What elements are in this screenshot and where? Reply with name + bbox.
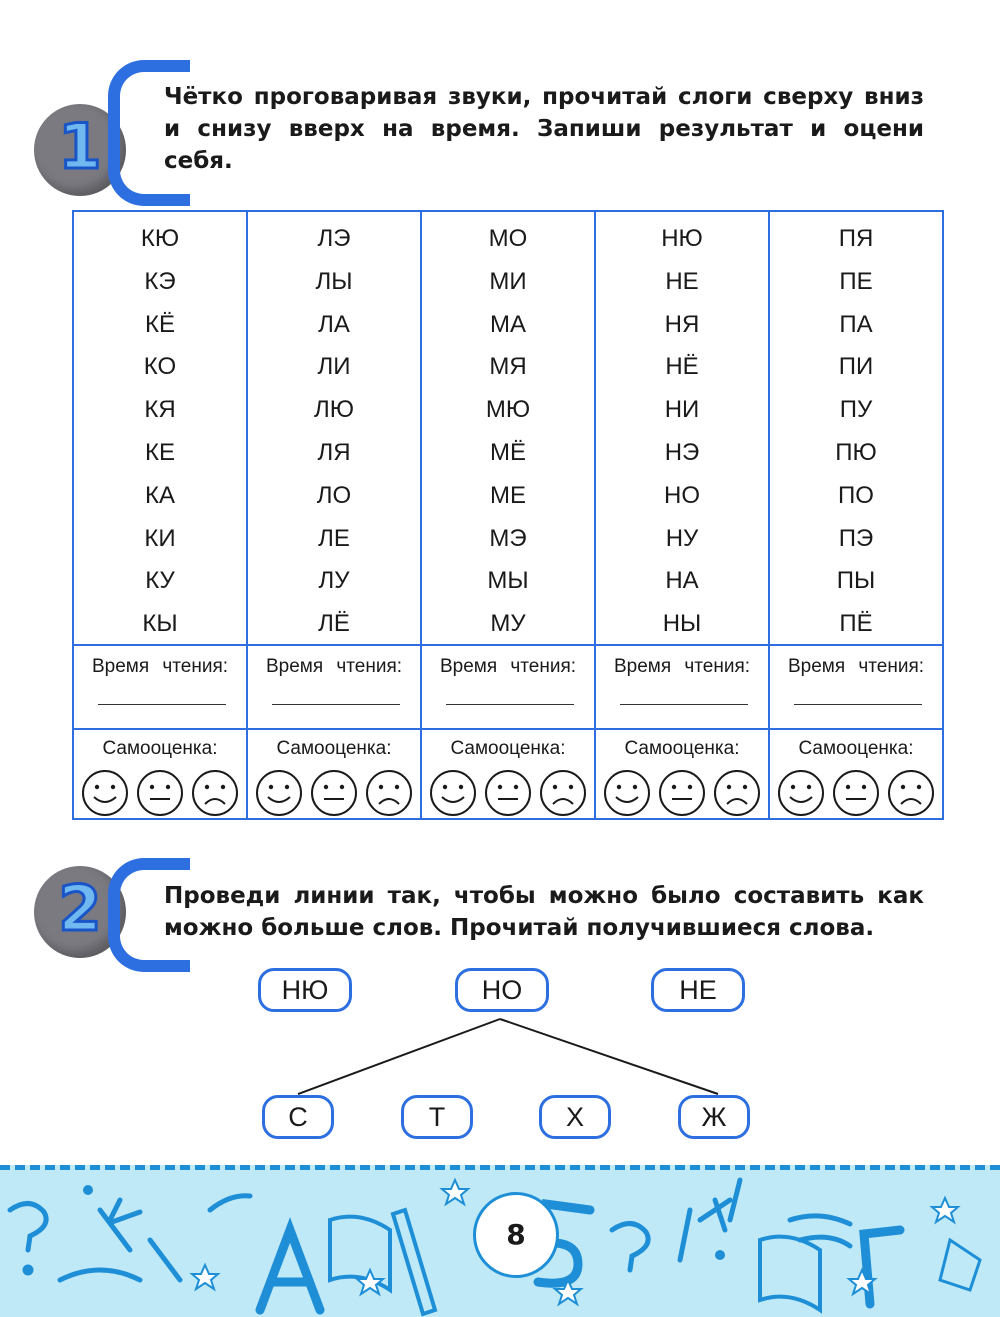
syllable: ПЭ: [838, 524, 874, 552]
task-1-number: 1: [58, 110, 102, 183]
syllable: МЁ: [489, 438, 526, 466]
syllable: ЛЯ: [317, 438, 351, 466]
syllable-box-no[interactable]: НО: [455, 968, 549, 1012]
reading-time-label: Время чтения:: [613, 656, 751, 677]
syllable: ПА: [839, 310, 873, 338]
syllable: КЭ: [144, 267, 176, 295]
syllable: МО: [488, 225, 528, 252]
syllable: ПЁ: [839, 610, 873, 638]
self-assessment-label: Самооценка:: [102, 738, 218, 759]
reading-time-label: Время чтения:: [265, 656, 403, 677]
syllable: КЕ: [145, 438, 175, 466]
plus-one-doodle-icon: [100, 1200, 180, 1280]
reading-time-label: Время чтения:: [91, 656, 229, 677]
self-assessment-label: Самооценка:: [276, 738, 392, 759]
question-mark-icon: [10, 1203, 46, 1250]
syllable: ЛА: [318, 310, 350, 338]
syllable: ЛО: [316, 481, 352, 509]
dot-icon: [83, 1185, 93, 1195]
task-1-instruction: Чётко проговаривая звуки, прочитай слоги сверху вниз и снизу вверх на время. Запиши результат и оцени себя.: [164, 84, 924, 174]
task-2-number: 2: [58, 872, 102, 945]
connection-line: [298, 1019, 500, 1094]
syllable: КА: [145, 481, 175, 509]
letter-box-t[interactable]: Т: [401, 1095, 473, 1139]
question-mark-2-icon: [612, 1223, 648, 1270]
task-2-instruction: Проведи линии так, чтобы можно было составить как можно больше слов. Прочитай получившиеся слова.: [164, 883, 924, 941]
book-2-icon: [760, 1237, 820, 1310]
syllable: НЯ: [664, 310, 700, 338]
syllable: ЛЕ: [318, 524, 350, 552]
syllable: КИ: [144, 524, 176, 552]
self-assessment-label: Самооценка:: [798, 738, 914, 759]
star-icon: [357, 1270, 383, 1294]
syllable: КО: [143, 353, 177, 381]
syllable: НЫ: [662, 610, 702, 638]
star-icon: [192, 1265, 218, 1289]
syllable: ЛЭ: [317, 225, 351, 252]
syllable: ПИ: [838, 353, 874, 381]
syllable: НЁ: [665, 353, 699, 381]
connection-line: [500, 1019, 718, 1094]
syllable-box-ne[interactable]: НЕ: [651, 968, 745, 1012]
syllable: КУ: [145, 567, 175, 595]
letter-box-kh[interactable]: Х: [539, 1095, 611, 1139]
syllable: НА: [665, 567, 699, 595]
question-mark-dot-icon: [25, 1267, 31, 1273]
page-number: 8: [473, 1192, 559, 1278]
syllable: МЮ: [485, 396, 531, 424]
syllable: ЛУ: [318, 567, 350, 595]
syllable: ЛЫ: [315, 267, 353, 295]
letter-box-s[interactable]: С: [262, 1095, 334, 1139]
one-plus-one-icon: [680, 1180, 740, 1260]
syllable: МИ: [489, 267, 527, 295]
syllable: НЕ: [665, 267, 699, 295]
letter-box-zh[interactable]: Ж: [678, 1095, 750, 1139]
pencil-icon: [393, 1210, 435, 1314]
syllable: ПО: [838, 481, 874, 509]
dot-icon: [715, 1250, 725, 1260]
syllable: НУ: [665, 524, 699, 552]
syllable: ПУ: [839, 396, 873, 424]
syllable: ПЫ: [836, 567, 876, 595]
syllable: КЯ: [144, 396, 176, 424]
swoosh-icon: [60, 1270, 140, 1280]
syllable: МЫ: [487, 567, 529, 595]
syllable: КЁ: [145, 310, 175, 338]
syllable: МЭ: [489, 524, 527, 552]
syllable: ПЕ: [839, 267, 873, 295]
reading-time-label: Время чтения:: [439, 656, 577, 677]
syllable: ПЮ: [835, 438, 877, 466]
syllable: КЮ: [140, 225, 180, 252]
self-assessment-label: Самооценка:: [624, 738, 740, 759]
syllable: НЭ: [664, 438, 700, 466]
syllable: МЯ: [489, 353, 527, 381]
syllable: МУ: [490, 610, 526, 638]
reading-time-label: Время чтения:: [787, 656, 925, 677]
star-icon: [442, 1180, 468, 1204]
star-icon: [932, 1198, 958, 1222]
syllable-box-nyu[interactable]: НЮ: [258, 968, 352, 1012]
letter-a-icon: [260, 1230, 320, 1310]
syllable: НИ: [664, 396, 700, 424]
syllable: НЮ: [661, 225, 703, 252]
syllable: ЛИ: [317, 353, 351, 381]
syllable: ПЯ: [838, 225, 874, 252]
syllable: КЫ: [142, 610, 178, 638]
syllable: МА: [490, 310, 526, 338]
hand-writing-icon: [940, 1240, 980, 1290]
syllable: ЛЁ: [318, 610, 350, 638]
syllable: МЕ: [490, 481, 526, 509]
syllable: ЛЮ: [314, 396, 354, 424]
self-assessment-label: Самооценка:: [450, 738, 566, 759]
syllable: НО: [664, 481, 700, 509]
